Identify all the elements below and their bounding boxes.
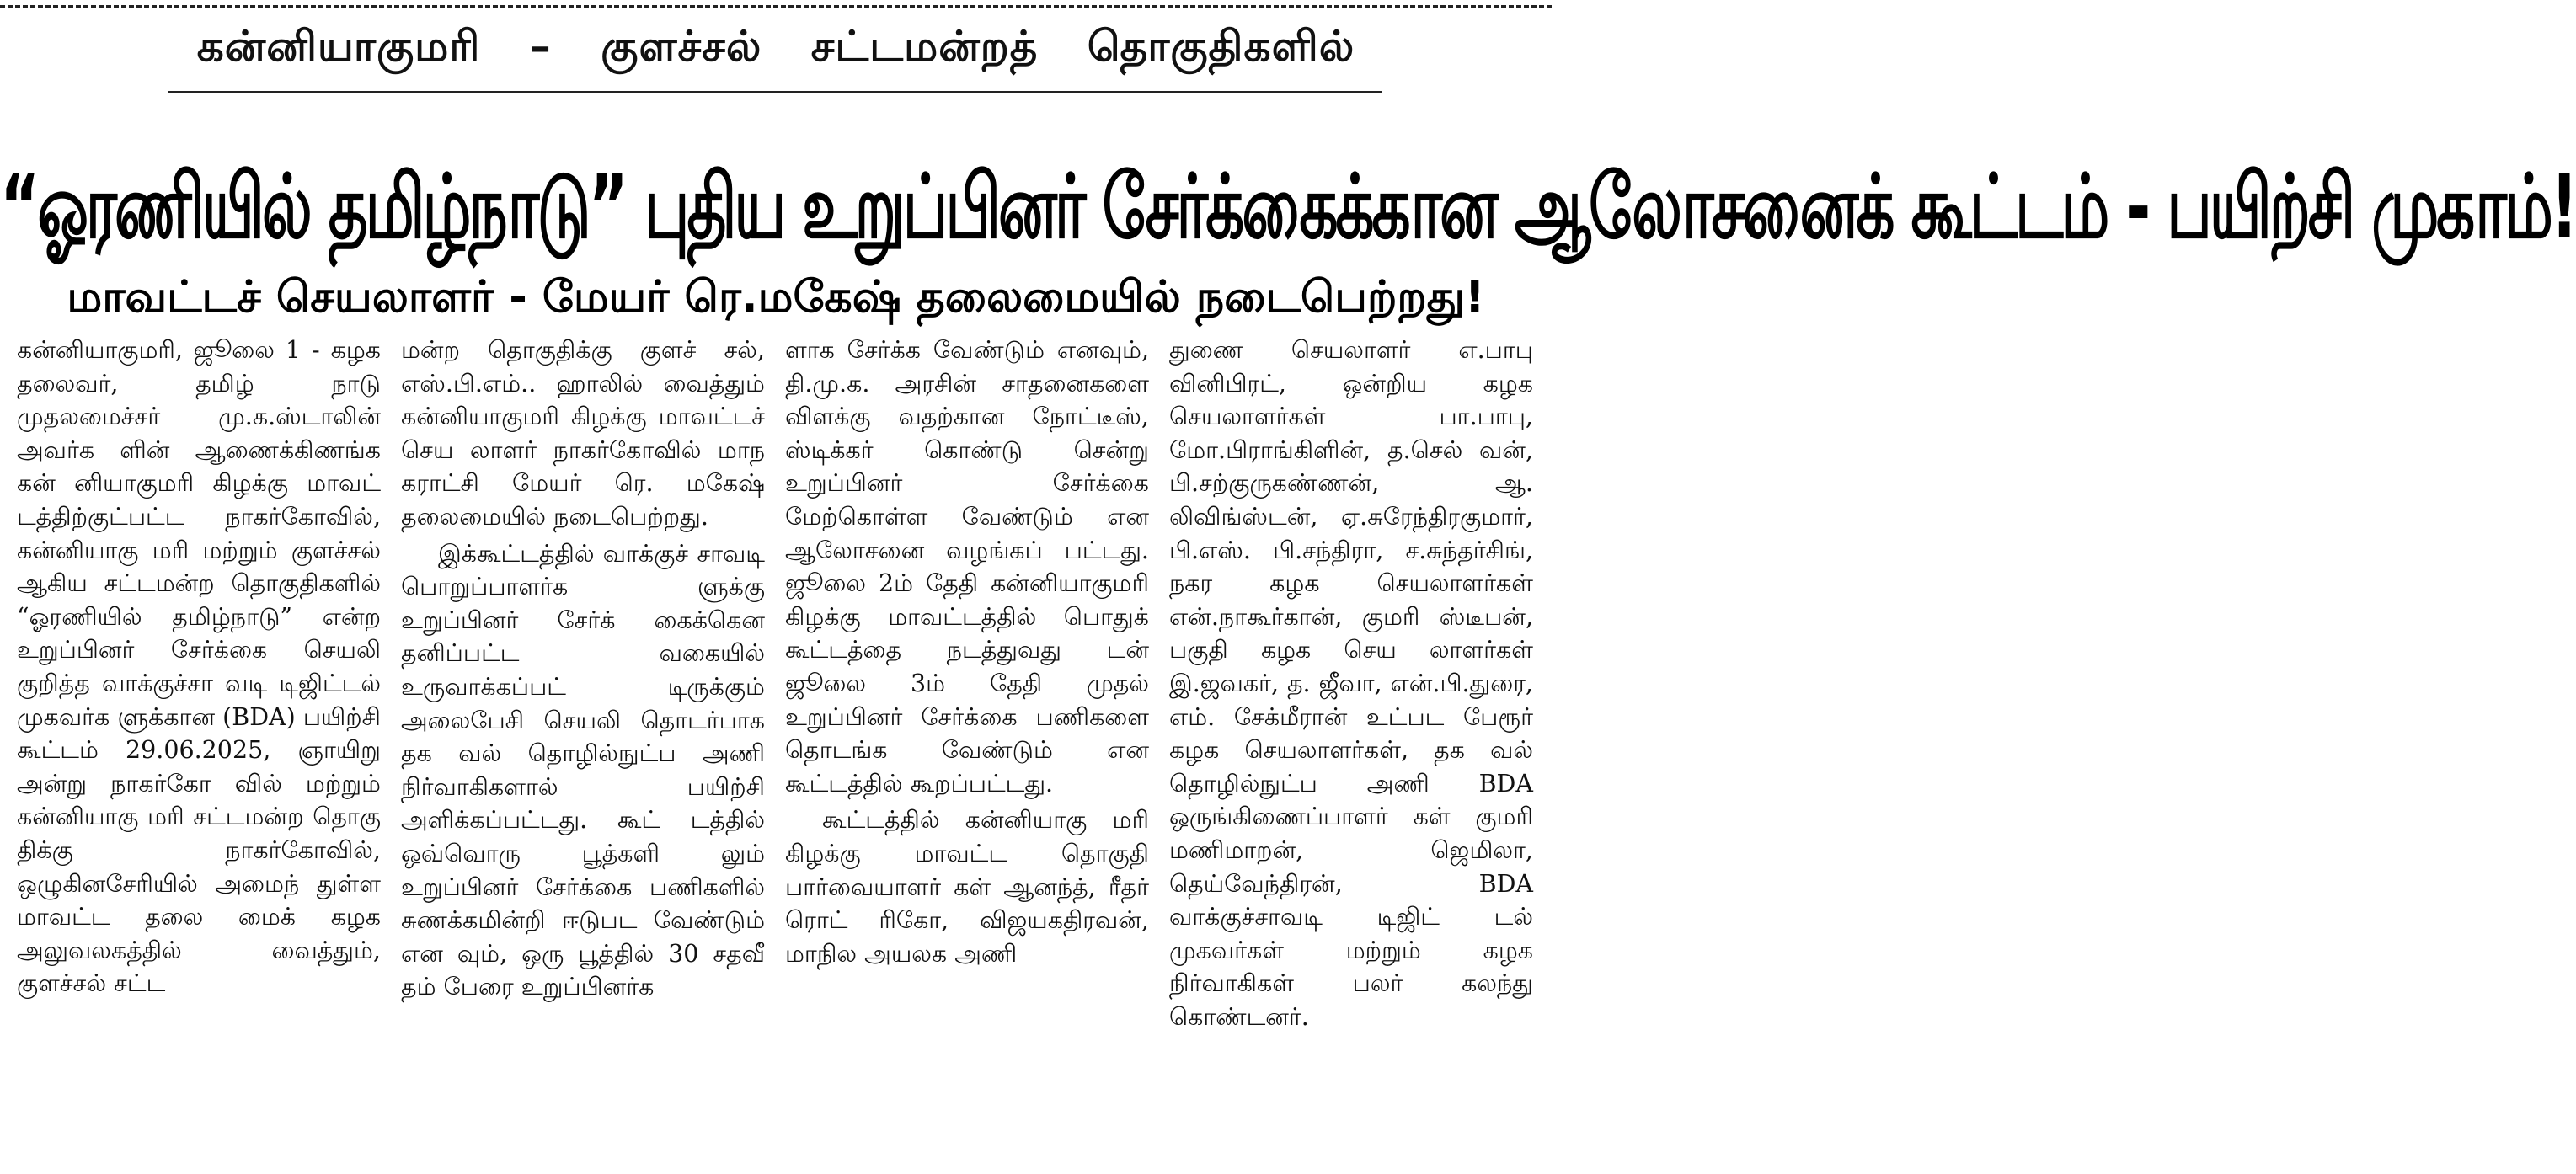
kicker-headline: கன்னியாகுமரி – குளச்சல் சட்டமன்றத் தொகுதிகளில் — [196, 22, 1355, 71]
column-1-paragraph-1: கன்னியாகுமரி, ஜூலை 1 - கழக தலைவர், தமிழ் நாடு முதலமைச்சர் மு.க.ஸ்டாலின் அவர்க ளின் ஆணைக்கிணங்க கன் னியாகுமரி கிழக்கு மாவட் டத்திற்குட்பட்ட நாகர்கோவில், கன்னியாகு மரி மற்றும் குளச்சல் ஆகிய சட்டமன்ற தொகுதிகளில் “ஓரணியில் தமிழ்நாடு” என்ற உறுப்பினர் சேர்க்கை செயலி குறித்த வாக்குச்சா வடி டிஜிட்டல் முகவர்க ளுக்கான (BDA) பயிற்சி கூட்டம் 29.06.2025, ஞாயிறு அன்று நாகர்கோ வில் மற்றும் கன்னியாகு மரி சட்டமன்ற தொகு திக்கு நாகர்கோவில், ஒழுகினசேரியில் அமைந் துள்ள மாவட்ட தலை மைக் கழக அலுவலகத்தில் வைத்தும், குளச்சல் சட்ட — [17, 336, 381, 998]
article-column-4 — [1159, 334, 1543, 1174]
column-2-paragraph-1: மன்ற தொகுதிக்கு குளச் சல், எஸ்.பி.எம்.. ஹாலில் வைத்தும் கன்னியாகுமரி கிழக்கு மாவட்டச் செய லாளர் நாகர்கோவில் மாந கராட்சி மேயர் ரெ. மகேஷ் தலைமையில் நடைபெற்றது. — [401, 336, 765, 531]
article-column-3 — [775, 334, 1159, 1174]
article-column-2 — [391, 334, 775, 1174]
column-3-paragraph-2: கூட்டத்தில் கன்னியாகு மரி கிழக்கு மாவட்ட தொகுதி பார்வையாளர் கள் ஆனந்த், ரீதர் ரொட் ரிகோ, விஜயகதிரவன், மாநில அயலக அணி — [785, 806, 1149, 968]
article-body — [7, 334, 1545, 1174]
column-2-paragraph-2: இக்கூட்டத்தில் வாக்குச் சாவடி பொறுப்பாளர்க ளுக்கு உறுப்பினர் சேர்க் கைக்கென தனிப்பட்ட வகையில் உருவாக்கப்பட் டிருக்கும் அலைபேசி செயலி தொடர்பாக தக வல் தொழில்நுட்ப அணி நிர்வாகிகளால் பயிற்சி அளிக்கப்பட்டது. கூட் டத்தில் ஒவ்வொரு பூத்களி லும் உறுப்பினர் சேர்க்கை பணிகளில் சுணக்கமின்றி ஈடுபட வேண்டும் என வும், ஒரு பூத்தில் 30 சதவீ தம் பேரை உறுப்பினர்க — [401, 539, 765, 1001]
sub-headline: மாவட்டச் செயலாளர் - மேயர் ரெ.மகேஷ் தலைமையில் நடைபெற்றது! — [67, 272, 1485, 323]
kicker-rule — [168, 91, 1382, 93]
column-4-paragraph-1: துணை செயலாளர் எ.பாபு வினிபிரட், ஒன்றிய கழக செயலாளர்கள் பா.பாபு, மோ.பிராங்கிளின், த.செல் வன், பி.சற்குருகண்ணன், ஆ. லிவிங்ஸ்டன், ஏ.சுரேந்திரகுமார், பி.எஸ். பி.சந்திரா, ச.சுந்தர்சிங், நகர கழக செயலாளர்கள் என்.நாகூர்கான், குமரி ஸ்டீபன், பகுதி கழக செய லாளர்கள் இ.ஜவகர், த. ஜீவா, என்.பி.துரை, எம். சேக்மீரான் உட்பட பேரூர் கழக செயலாளர்கள், தக வல் தொழில்நுட்ப அணி BDA ஒருங்கிணைப்பாளர் கள் குமரி மணிமாறன், ஜெமிலா, தெய்வேந்திரன், BDA வாக்குச்சாவடி டிஜிட் டல் முகவர்கள் மற்றும் கழக நிர்வாகிகள் பலர் கலந்து கொண்டனர். — [1169, 336, 1533, 1031]
main-headline: “ஓரணியில் தமிழ்நாடு” புதிய உறுப்பினர் சேர்க்கைக்கான ஆலோசனைக் கூட்டம் - பயிற்சி முகாம்! — [0, 155, 2576, 259]
article-column-1 — [7, 334, 391, 1174]
dashed-top-border — [0, 5, 1552, 8]
column-3-paragraph-1: ளாக சேர்க்க வேண்டும் எனவும், தி.மு.க. அரசின் சாதனைகளை விளக்கு வதற்கான நோட்டீஸ், ஸ்டிக்கர் கொண்டு சென்று உறுப்பினர் சேர்க்கை மேற்கொள்ள வேண்டும் என ஆலோசனை வழங்கப் பட்டது. ஜூலை 2ம் தேதி கன்னியாகுமரி கிழக்கு மாவட்டத்தில் பொதுக் கூட்டத்தை நடத்துவது டன் ஜூலை 3ம் தேதி முதல் உறுப்பினர் சேர்க்கை பணிகளை தொடங்க வேண்டும் என கூட்டத்தில் கூறப்பட்டது. — [785, 336, 1149, 798]
